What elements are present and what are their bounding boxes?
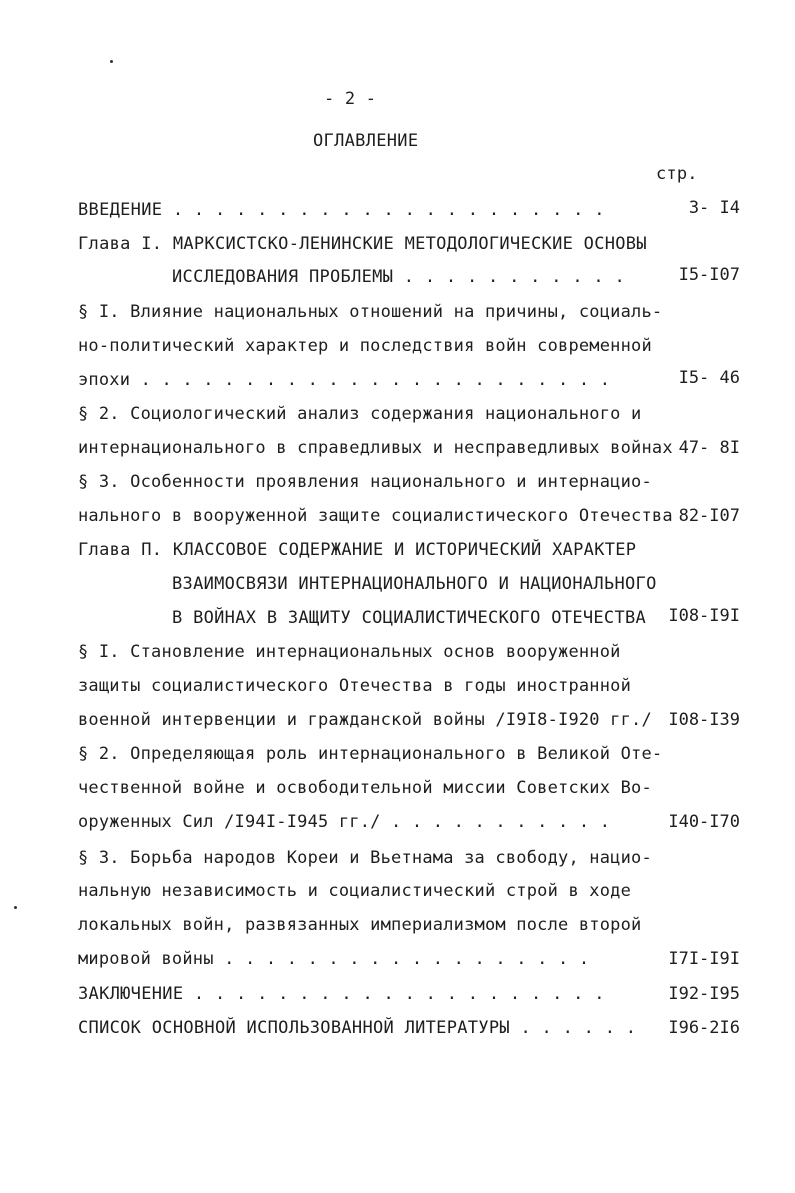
scan-speck	[14, 906, 17, 909]
toc-chapter-1-line-1: Глава I. МАРКСИСТСКО-ЛЕНИНСКИЕ МЕТОДОЛОГИЧЕСКИЕ ОСНОВЫ	[78, 234, 647, 254]
toc-section-2-1-line-3: военной интервенции и гражданской войны /I9I8-I920 гг./	[78, 710, 652, 730]
toc-chapter-2-pages: I08-I9I	[668, 606, 740, 626]
toc-section-2-1-line-1: § I. Становление интернациональных основ вооруженной	[78, 642, 621, 662]
toc-chapter-2-line-1: Глава П. КЛАССОВОЕ СОДЕРЖАНИЕ И ИСТОРИЧЕСКИЙ ХАРАКТЕР	[78, 540, 637, 560]
toc-chapter-2-line-2: ВЗАИМОСВЯЗИ ИНТЕРНАЦИОНАЛЬНОГО И НАЦИОНАЛЬНОГО	[172, 574, 657, 594]
toc-chapter-1-line-2: ИССЛЕДОВАНИЯ ПРОБЛЕМЫ . . . . . . . . . . .	[172, 267, 625, 287]
toc-conclusion-pages: I92-I95	[668, 984, 740, 1004]
toc-section-2-2-pages: I40-I70	[668, 812, 740, 832]
toc-section-1-3-line-1: § 3. Особенности проявления национального и интернацио-	[78, 472, 652, 492]
toc-section-1-2-line-2: интернационального в справедливых и несправедливых войнах	[78, 438, 673, 458]
toc-conclusion: ЗАКЛЮЧЕНИЕ . . . . . . . . . . . . . . . . . . . .	[78, 984, 605, 1004]
toc-section-2-1-pages: I08-I39	[668, 710, 740, 730]
toc-section-2-3-line-2: нальную независимость и социалистический строй в ходе	[78, 881, 632, 901]
toc-chapter-2-line-3: В ВОЙНАХ В ЗАЩИТУ СОЦИАЛИСТИЧЕСКОГО ОТЕЧЕСТВА	[172, 608, 647, 628]
page-column-label: стр.	[656, 164, 698, 184]
toc-section-2-3-pages: I7I-I9I	[668, 949, 740, 969]
toc-section-1-1-line-1: § I. Влияние национальных отношений на причины, социаль-	[78, 302, 663, 322]
toc-intro: ВВЕДЕНИЕ . . . . . . . . . . . . . . . . . . . . .	[78, 200, 605, 220]
toc-section-1-3-pages: 82-I07	[678, 506, 740, 526]
toc-section-1-2-pages: 47- 8I	[678, 438, 740, 458]
toc-chapter-1-pages: I5-I07	[678, 265, 740, 285]
toc-section-1-1-pages: I5- 46	[678, 368, 740, 388]
toc-intro-pages: 3- I4	[688, 198, 740, 218]
toc-section-2-3-line-3: локальных войн, развязанных империализмом после второй	[78, 915, 642, 935]
toc-section-2-3-line-1: § 3. Борьба народов Кореи и Вьетнама за свободу, нацио-	[78, 848, 652, 868]
toc-section-1-1-line-2: но-политический характер и последствия войн современной	[78, 336, 652, 356]
toc-section-2-2-line-3: оруженных Сил /I94I-I945 гг./ . . . . . . . . . . .	[78, 812, 611, 832]
toc-section-2-2-line-2: чественной войне и освободительной миссии Советских Во-	[78, 778, 652, 798]
toc-section-1-3-line-2: нального в вооруженной защите социалистического Отечества	[78, 506, 673, 526]
scan-speck	[110, 60, 113, 63]
page-number: - 2 -	[324, 89, 377, 109]
toc-section-2-3-line-4: мировой войны . . . . . . . . . . . . . . . . . .	[78, 949, 590, 969]
toc-section-1-1-line-3: эпохи . . . . . . . . . . . . . . . . . . . . . . .	[78, 370, 611, 390]
toc-section-2-2-line-1: § 2. Определяющая роль интернационального в Великой Оте-	[78, 744, 663, 764]
toc-bibliography: СПИСОК ОСНОВНОЙ ИСПОЛЬЗОВАННОЙ ЛИТЕРАТУРЫ . . . . . .	[78, 1018, 637, 1038]
toc-section-1-2-line-1: § 2. Социологический анализ содержания национального и	[78, 404, 642, 424]
toc-section-2-1-line-2: защиты социалистического Отечества в годы иностранной	[78, 676, 632, 696]
toc-bibliography-pages: I96-2I6	[668, 1018, 740, 1038]
toc-heading: ОГЛАВЛЕНИЕ	[313, 131, 419, 151]
